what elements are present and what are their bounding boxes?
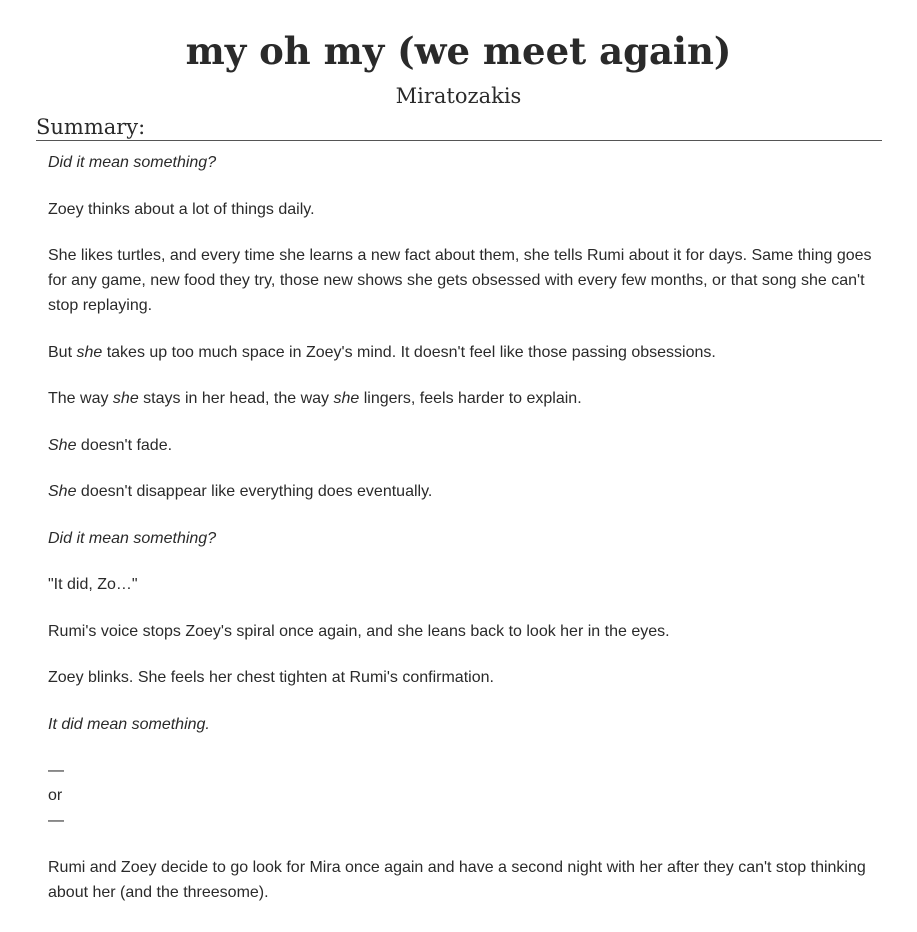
summary-paragraph <box>48 340 873 365</box>
summary-paragraph <box>48 526 873 551</box>
text-span: takes up too much space in Zoey's mind. It doesn't feel like those passing obsessions. <box>102 343 716 361</box>
text-span: doesn't fade. <box>76 436 173 454</box>
text-span: lingers, feels harder to explain. <box>359 390 582 407</box>
separator-or: or <box>48 787 63 804</box>
italic-text: she <box>112 390 139 407</box>
summary-paragraph <box>48 150 873 175</box>
work-title: my oh my (we meet again) <box>185 29 732 73</box>
summary-paragraph <box>48 479 873 504</box>
separator-dash: — <box>48 812 64 829</box>
italic-text: She <box>48 436 77 454</box>
summary-heading: Summary: <box>36 114 882 141</box>
summary-paragraph: She likes turtles, and every time she learns a new fact about them, she tells Rumi about it for days. Same thing goes for any game, new food they try, those new shows she gets obsessed with every few months, or that song she can't stop replaying. <box>48 247 872 314</box>
text-span: But <box>48 343 77 361</box>
summary-paragraph <box>48 433 873 458</box>
italic-text: She <box>48 483 77 500</box>
italic-text: she <box>333 390 360 407</box>
italic-text: It did mean something. <box>48 715 210 733</box>
summary-paragraph: Zoey thinks about a lot of things daily. <box>48 200 315 218</box>
summary-paragraph: Rumi's voice stops Zoey's spiral once again, and she leans back to look her in the eyes. <box>48 622 670 640</box>
summary-paragraph: Zoey blinks. She feels her chest tighten at Rumi's confirmation. <box>48 669 494 686</box>
summary-paragraph <box>48 712 873 737</box>
text-span: The way <box>48 390 113 407</box>
separator-dash: — <box>48 762 64 779</box>
italic-text: she <box>76 343 103 361</box>
italic-text: Did it mean something? <box>48 529 217 547</box>
summary-paragraph <box>48 386 873 411</box>
text-span: stays in her head, the way <box>138 390 334 407</box>
work-author[interactable]: Miratozakis <box>395 84 522 108</box>
summary-paragraph: Rumi and Zoey decide to go look for Mira once again and have a second night with her after they can't stop thinking about her (and the threesome). <box>48 858 866 901</box>
text-span: doesn't disappear like everything does eventually. <box>76 483 433 500</box>
summary-paragraph: "It did, Zo…" <box>48 576 138 593</box>
italic-text: Did it mean something? <box>48 154 217 171</box>
summary-body <box>48 150 873 926</box>
